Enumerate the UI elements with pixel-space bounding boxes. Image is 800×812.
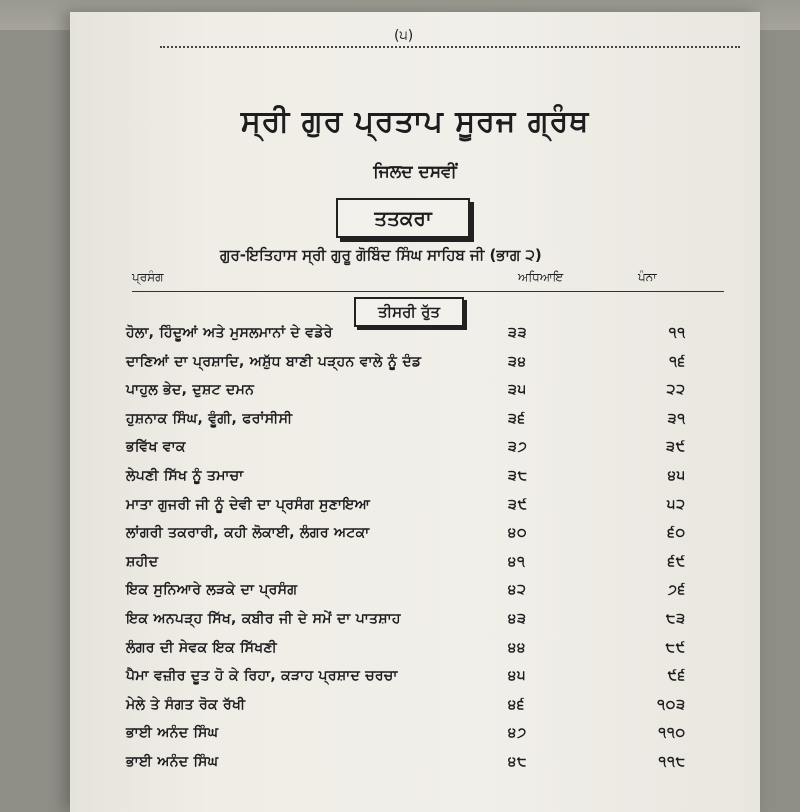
entry-topic: ਦਾਣਿਆਂ ਦਾ ਪ੍ਰਸ਼ਾਦਿ, ਅਸ਼ੁੱਧ ਬਾਣੀ ਪੜ੍ਹਨ ਵਾਲੇ ਨੂੰ ਦੰਡ [126, 353, 422, 370]
toc-entry [70, 439, 760, 465]
dotted-divider [160, 46, 740, 48]
column-header-topic: ਪ੍ਰਸੰਗ [132, 270, 164, 284]
entry-page: ੧੧ [668, 325, 686, 341]
toc-entry [70, 611, 760, 637]
entry-topic: ਹੁਸ਼ਨਾਕ ਸਿੰਘ, ਵੂੰਗੀ, ਫਰਾਂਸੀਸੀ [126, 410, 293, 427]
toc-entry [70, 754, 760, 780]
entry-page: ੨੨ [666, 382, 686, 399]
column-header-chapter: ਅਧਿਆਇ [518, 270, 564, 284]
toc-heading: ਤਤਕਰਾ [374, 206, 432, 230]
entry-topic: ਮਾਤਾ ਗੁਜਰੀ ਜੀ ਨੂੰ ਦੇਵੀ ਦਾ ਪ੍ਰਸੰਗ ਸੁਣਾਇਆ [126, 496, 371, 513]
entry-topic: ਪਾਹੁਲ ਭੇਦ, ਦੁਸ਼ਟ ਦਮਨ [126, 382, 255, 399]
entry-topic: ਲੇਪਣੀ ਸਿੱਖ ਨੂੰ ਤਮਾਚਾ [126, 468, 244, 484]
book-page [70, 12, 760, 812]
entry-chapter: ੩੮ [508, 468, 528, 484]
entry-page: ੮੯ [665, 639, 686, 656]
entry-topic: ਪੈਮਾ ਵਜ਼ੀਰ ਦੂਤ ਹੋ ਕੇ ਰਿਹਾ, ਕੜਾਹ ਪ੍ਰਸ਼ਾਦ ਚਰਚਾ [126, 668, 398, 685]
toc-entry [70, 554, 760, 580]
entry-chapter: ੪੩ [508, 611, 527, 627]
toc-entry [70, 468, 760, 494]
entry-chapter: ੪੦ [508, 525, 528, 542]
entry-page: ੩੧ [667, 410, 686, 427]
volume-label: ਜਿਲਦ ਦਸਵੀਂ [373, 162, 457, 182]
entry-chapter: ੪੨ [508, 582, 527, 599]
toc-entry [70, 354, 760, 380]
entry-topic: ਇਕ ਅਨਪੜ੍ਹ ਸਿੱਖ, ਕਬੀਰ ਜੀ ਦੇ ਸਮੇਂ ਦਾ ਪਾਤਸ਼ਾਹ [126, 611, 401, 627]
toc-entry [70, 640, 760, 666]
entry-page: ੫੨ [667, 496, 686, 513]
entry-chapter: ੪੬ [508, 696, 526, 713]
toc-entry [70, 725, 760, 751]
entry-page: ੯੬ [667, 668, 686, 685]
entry-chapter: ੩੩ [508, 325, 528, 341]
toc-entry [70, 411, 760, 437]
entry-topic: ਭਾਈ ਅਨੰਦ ਸਿੰਘ [126, 754, 219, 770]
toc-entry [70, 382, 760, 408]
entry-topic: ਹੋਲਾ, ਹਿੰਦੂਆਂ ਅਤੇ ਮੁਸਲਮਾਨਾਂ ਦੇ ਵਡੇਰੇ [126, 325, 333, 341]
toc-entry [70, 668, 760, 694]
entry-page: ੧੬ [669, 353, 686, 370]
entry-page: ੭੬ [667, 582, 686, 599]
entry-chapter: ੪੮ [508, 754, 528, 770]
header-rule [132, 291, 724, 292]
column-header-page: ਪੰਨਾ [638, 270, 657, 284]
entry-topic: ਇਕ ਸੁਨਿਆਰੇ ਲੜਕੇ ਦਾ ਪ੍ਰਸੰਗ [126, 582, 298, 599]
entry-page: ੬੦ [667, 525, 686, 542]
entry-topic: ਲਾਂਗਰੀ ਤਕਰਾਰੀ, ਕਹੀ ਲੋਕਾਈ, ਲੰਗਰ ਅਟਕਾ [126, 525, 370, 542]
entry-page: ੬੯ [667, 553, 686, 570]
entry-topic: ਭਾਈ ਅਨੰਦ ਸਿੰਘ [126, 725, 219, 742]
entry-chapter: ੩੪ [508, 353, 527, 370]
entry-chapter: ੩੫ [508, 382, 527, 399]
entry-chapter: ੩੯ [508, 496, 528, 513]
entry-page: ੧੧੦ [658, 725, 686, 742]
entry-page: ੪੫ [667, 468, 686, 484]
entry-chapter: ੪੧ [508, 553, 526, 570]
entry-page: ੩੯ [666, 439, 686, 456]
toc-entry [70, 697, 760, 723]
page-number: (੫) [394, 28, 414, 44]
toc-entry [70, 582, 760, 608]
toc-entry [70, 525, 760, 551]
entry-topic: ਭਵਿੱਖ ਵਾਕ [126, 439, 186, 456]
entry-chapter: ੩੭ [508, 439, 528, 456]
toc-subtitle: ਗੁਰ-ਇਤਿਹਾਸ ਸ੍ਰੀ ਗੁਰੂ ਗੋਬਿੰਦ ਸਿੰਘ ਸਾਹਿਬ ਜੀ (ਭਾਗ ੨) [220, 246, 542, 264]
entry-page: ੧੧੮ [658, 754, 686, 770]
entry-topic: ਸ਼ਹੀਦ [126, 553, 159, 570]
entry-chapter: ੪੭ [508, 725, 528, 742]
toc-entry [70, 497, 760, 523]
entry-chapter: ੩੬ [508, 410, 526, 427]
entry-page: ੧੦੩ [657, 696, 686, 713]
entry-chapter: ੪੪ [508, 639, 527, 656]
section-heading-box [354, 297, 464, 327]
toc-entry [70, 325, 760, 351]
entry-page: ੮੩ [666, 611, 686, 627]
toc-heading-box [336, 198, 470, 238]
section-heading: ਤੀਸਰੀ ਰੁੱਤ [377, 303, 441, 321]
entry-topic: ਮੇਲੇ ਤੇ ਸੰਗਤ ਰੋਕ ਰੱਖੀ [126, 696, 246, 713]
entry-topic: ਲੰਗਰ ਦੀ ਸੇਵਕ ਇਕ ਸਿੱਖਣੀ [126, 639, 278, 656]
book-title: ਸ੍ਰੀ ਗੁਰ ਪ੍ਰਤਾਪ ਸੂਰਜ ਗ੍ਰੰਥ [240, 104, 590, 139]
entry-chapter: ੪੫ [508, 668, 527, 685]
